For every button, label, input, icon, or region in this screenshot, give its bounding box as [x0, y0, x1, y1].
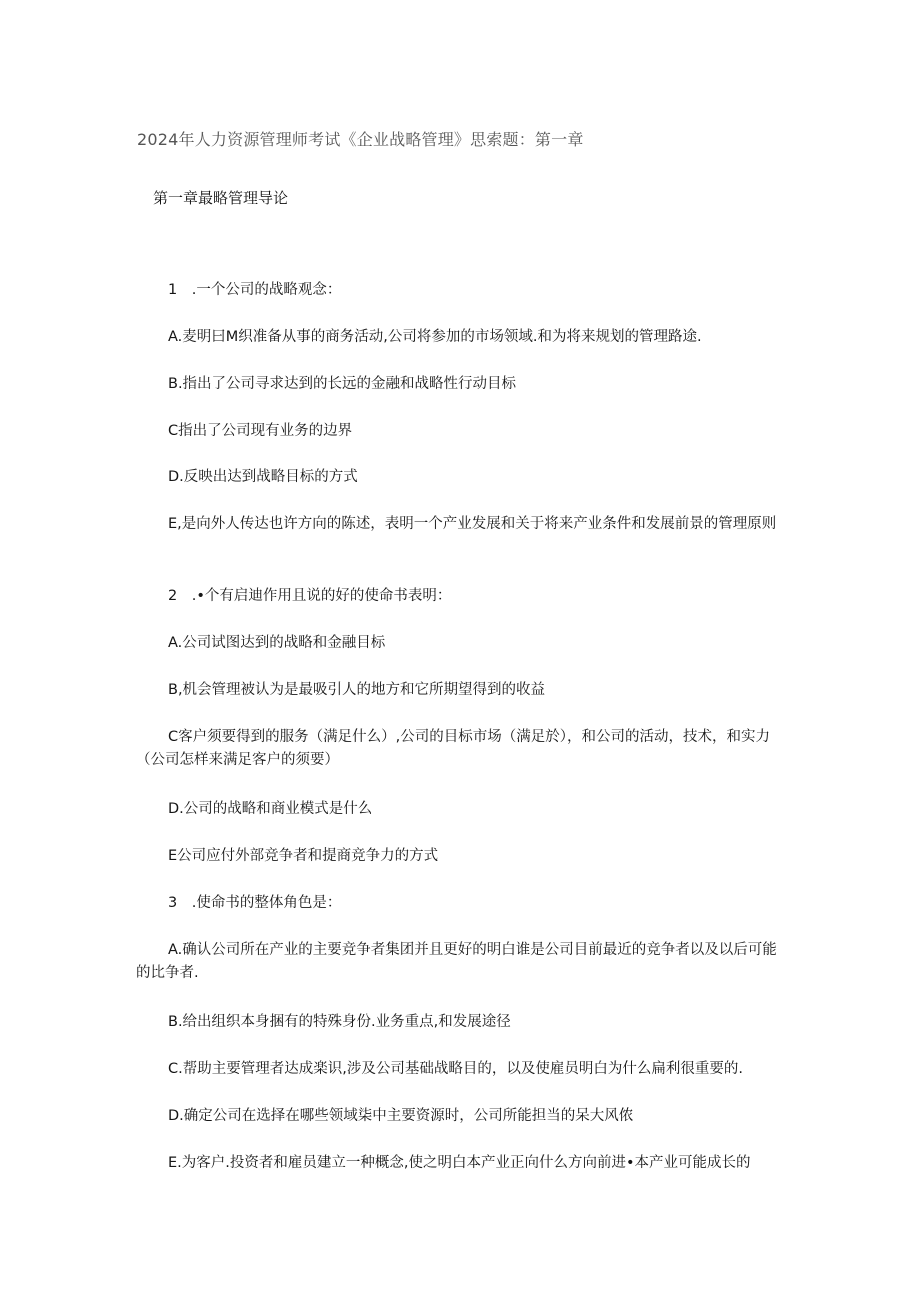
- question-1: 1 .一个公司的战略观念：: [168, 282, 342, 298]
- option-2e: E公司应付外部竞争者和提商竞争力的方式: [168, 848, 439, 864]
- option-1d: D.反映出达到战略目标的方式: [168, 469, 358, 485]
- option-3a: A.确认公司所在产业的主要竞争者集团并且更好的明白谁是公司目前最近的竞争者以及以后可能的比争者.: [136, 942, 777, 981]
- option-3e: E.为客户.投资者和雇员建立一种概念,使之明白本产业正向什么方向前进•本产业可能成长的: [168, 1155, 751, 1171]
- option-2d: D.公司的战略和商业模式是什么: [168, 801, 373, 817]
- option-2b: B,机会管理被认为是最吸引人的地方和它所期望得到的收益: [168, 682, 546, 698]
- option-3c: C.帮助主要管理者达成楽识,涉及公司基础战略目的，以及使雇员明白为什么扁利很重要的.: [168, 1061, 743, 1077]
- option-1b: B.指出了公司寻求达到的长远的金融和战略性行动目标: [168, 376, 517, 392]
- chapter-title: 第一章最略管理导论: [153, 189, 289, 207]
- document-title: 2024年人力资源管理师考试《企业战略管理》思索题：第一章: [137, 130, 584, 149]
- question-3: 3 .使命书的整体角色是：: [168, 895, 342, 911]
- question-2: 2 .•个有启迪作用且说的好的使命书表明：: [168, 588, 452, 604]
- option-1a: A.麦明曰M织准备从事的商务活动,公司将参加的市场领域.和为将来规划的管理路途.: [168, 329, 702, 345]
- option-1c: C指出了公司现有业务的边界: [168, 423, 353, 439]
- option-1e: E,是向外人传达也许方向的陈述，表明一个产业发展和关于将来产业条件和发展前景的管理原则: [168, 516, 777, 532]
- option-3b: B.给出组织本身捆有的特殊身份.业务重点,和发展途径: [168, 1014, 511, 1030]
- option-2c: C客户须要得到的服务（满足什么）,公司的目标市场（满足於），和公司的活动，技术，和实力（公司怎样来满足客户的须要）: [136, 729, 770, 768]
- option-2a: A.公司试图达到的战略和金融目标: [168, 635, 386, 651]
- option-3d: D.确定公司在选择在哪些领域柒中主要资源时，公司所能担当的呆大风侬: [168, 1108, 634, 1124]
